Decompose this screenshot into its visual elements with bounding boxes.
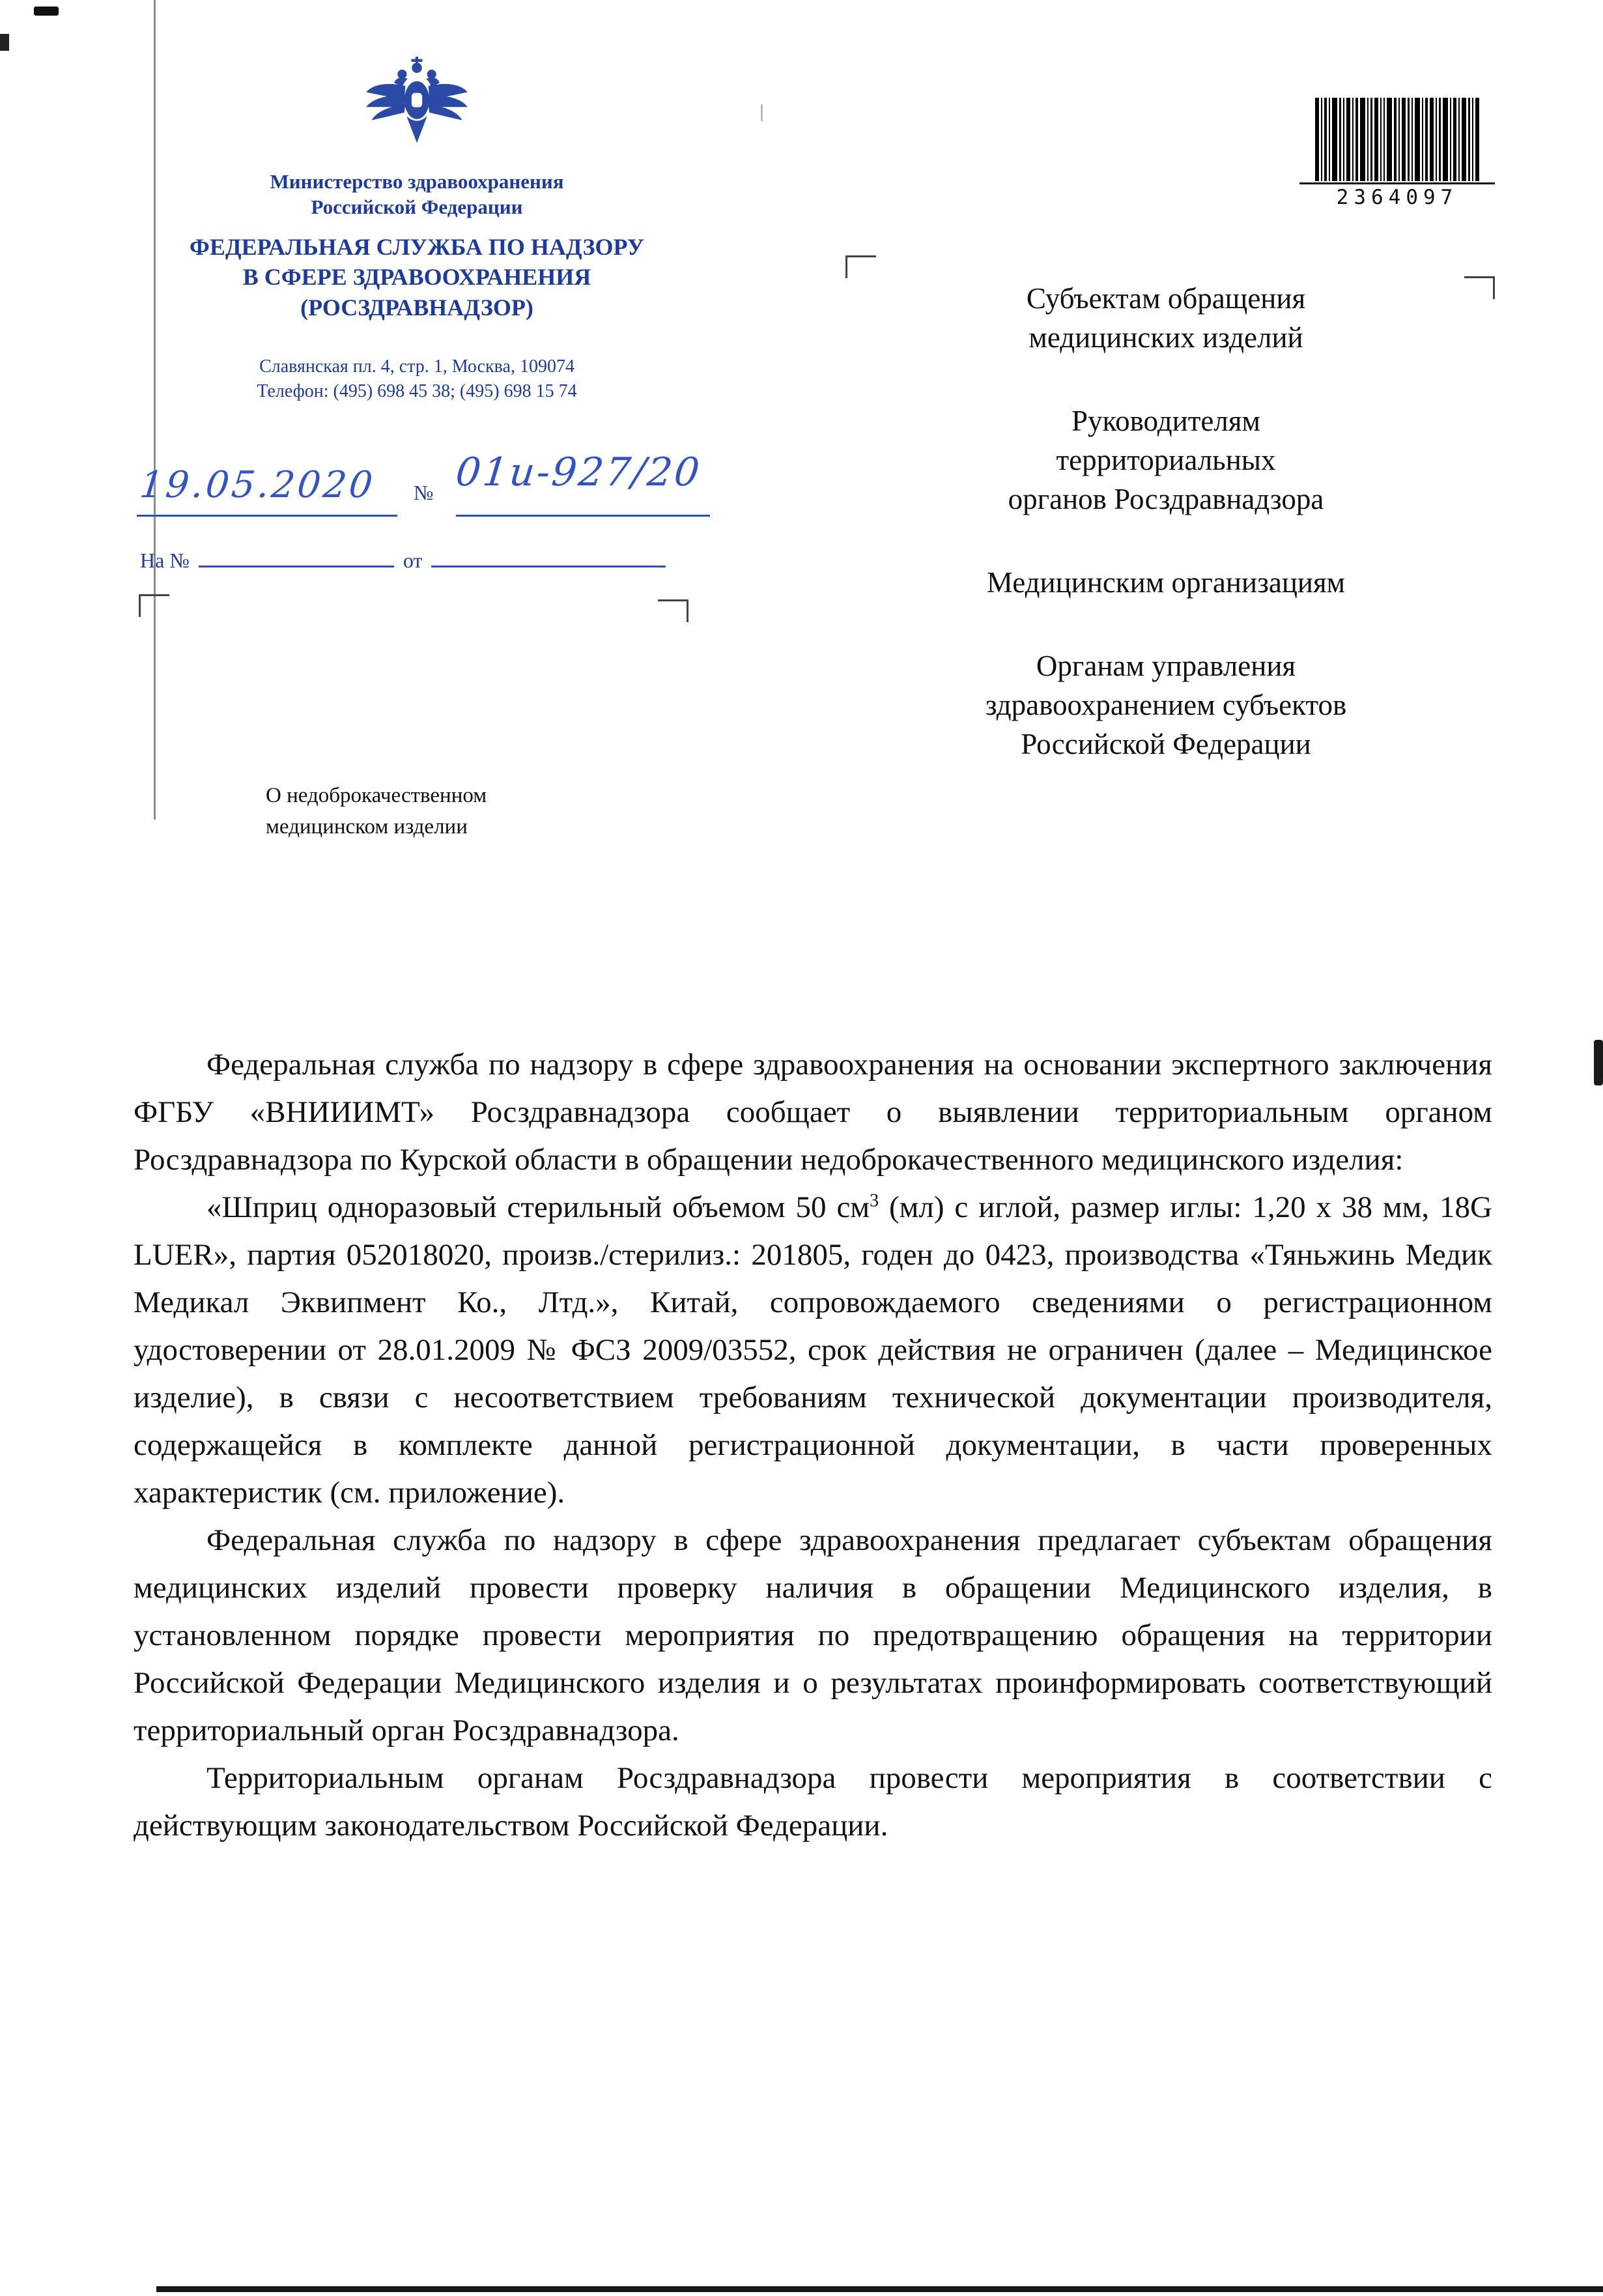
p2-text-after: (мл) с иглой, размер иглы: 1,20 х 38 мм, 18G LUER», партия 052018020, произв./стерилиз.: 201805, годен до 0423, производства «Тяньжинь Медик Медикал Эквипмент Ко., Лтд.», Китай, сопровождаемого сведениями о регистрационном удостоверении от 28.01.2009 № ФСЗ 2009/03552, срок действия не ограничен (далее – Медицинское изделие), в связи с несоответствием требованиям технической документации производителя, содержащейся в комплекте данной регистрационной документации, в части проверенных характеристик (см. приложение). (134, 1190, 1492, 1510)
barcode-bars-icon (1299, 98, 1495, 181)
ministry-name (127, 169, 707, 220)
service-line1: ФЕДЕРАЛЬНАЯ СЛУЖБА ПО НАДЗОРУ (189, 233, 645, 260)
addressee-line: органов Росздравнадзора (1008, 483, 1324, 515)
body-paragraph-1 (134, 1041, 1492, 1184)
number-underline (456, 515, 710, 517)
scan-bottom-line (156, 2286, 1603, 2292)
subject-line2: медицинском изделии (266, 814, 468, 839)
addressee-group (860, 401, 1472, 519)
addressee-group (860, 563, 1472, 602)
addressee-line: Органам управления (1036, 650, 1296, 682)
barcode-number: 2364097 (1299, 182, 1495, 209)
body-paragraph-2 (134, 1184, 1492, 1517)
ref-label: На № (140, 549, 190, 572)
number-sign: № (414, 481, 434, 504)
ministry-line1: Министерство здравоохранения (270, 170, 564, 193)
scan-dash (761, 104, 763, 121)
addressee-line: территориальных (1056, 444, 1276, 476)
letterhead-address: Славянская пл. 4, стр. 1, Москва, 109074 (259, 356, 575, 377)
date-underline (137, 515, 397, 517)
corner-mark (845, 255, 876, 278)
scan-speck (0, 34, 9, 51)
scan-speck (34, 7, 59, 16)
ref-from-label: от (403, 549, 423, 572)
addressee-line: здравоохранением субъектов (985, 689, 1347, 721)
p4-text: Территориальным органам Росздравнадзора провести мероприятия в соответствии с действующим законодательством Российской Федерации. (134, 1761, 1492, 1843)
barcode (1299, 98, 1495, 209)
superscript-3: 3 (870, 1190, 879, 1211)
addressees-block (860, 279, 1472, 808)
p2-text-before: «Шприц одноразовый стерильный объемом 50 см (206, 1190, 870, 1224)
addressee-group (860, 646, 1472, 764)
service-line2: В СФЕРЕ ЗДРАВООХРАНЕНИЯ (242, 264, 591, 291)
service-name (127, 232, 707, 323)
addressee-line: Российской Федерации (1021, 728, 1311, 760)
p1-text: Федеральная служба по надзору в сфере здравоохранения на основании экспертного заключения ФГБУ «ВНИИИМТ» Росздравнадзора сообщает о выявлении территориальным органом Росздравнадзора по Курской области в обращении недоброкачественного медицинского изделия: (134, 1048, 1492, 1177)
subject-line (266, 781, 657, 843)
reference-row (140, 549, 675, 573)
subject-line1: О недоброкачественном (266, 784, 487, 807)
scan-blob (1594, 1040, 1603, 1085)
p3-text: Федеральная служба по надзору в сфере здравоохранения предлагает субъектам обращения медицинских изделий провести проверку наличия в обращении Медицинского изделия, в установленном порядке провести мероприятия по предотвращению обращения на территории Российской Федерации Медицинского изделия и о результатах проинформировать соответствующий территориальный орган Росздравнадзора. (134, 1523, 1492, 1747)
corner-mark (139, 594, 169, 617)
ministry-line2: Российской Федерации (311, 195, 523, 218)
addressee-line: медицинских изделий (1028, 321, 1303, 354)
addressee-line: Медицинским организациям (986, 566, 1346, 599)
addressee-line: Субъектам обращения (1026, 282, 1306, 315)
corner-mark (658, 599, 688, 622)
body-paragraph-4 (134, 1755, 1492, 1850)
service-line3: (РОСЗДРАВНАДЗОР) (300, 294, 533, 321)
ref-number-blank (199, 566, 394, 567)
addressee-line: Руководителям (1071, 405, 1260, 437)
letter-body (134, 1041, 1492, 1850)
handwritten-outgoing-number: 01и-927/20 (453, 450, 704, 495)
body-paragraph-3 (134, 1517, 1492, 1755)
ref-date-blank (431, 566, 666, 567)
handwritten-date: 19.05.2020 (137, 464, 378, 506)
letterhead-contacts (127, 354, 707, 404)
coat-of-arms-icon (362, 52, 472, 163)
letterhead-phone: Телефон: (495) 698 45 38; (495) 698 15 74 (257, 380, 577, 401)
letterhead (127, 52, 707, 403)
addressee-group (860, 279, 1472, 357)
